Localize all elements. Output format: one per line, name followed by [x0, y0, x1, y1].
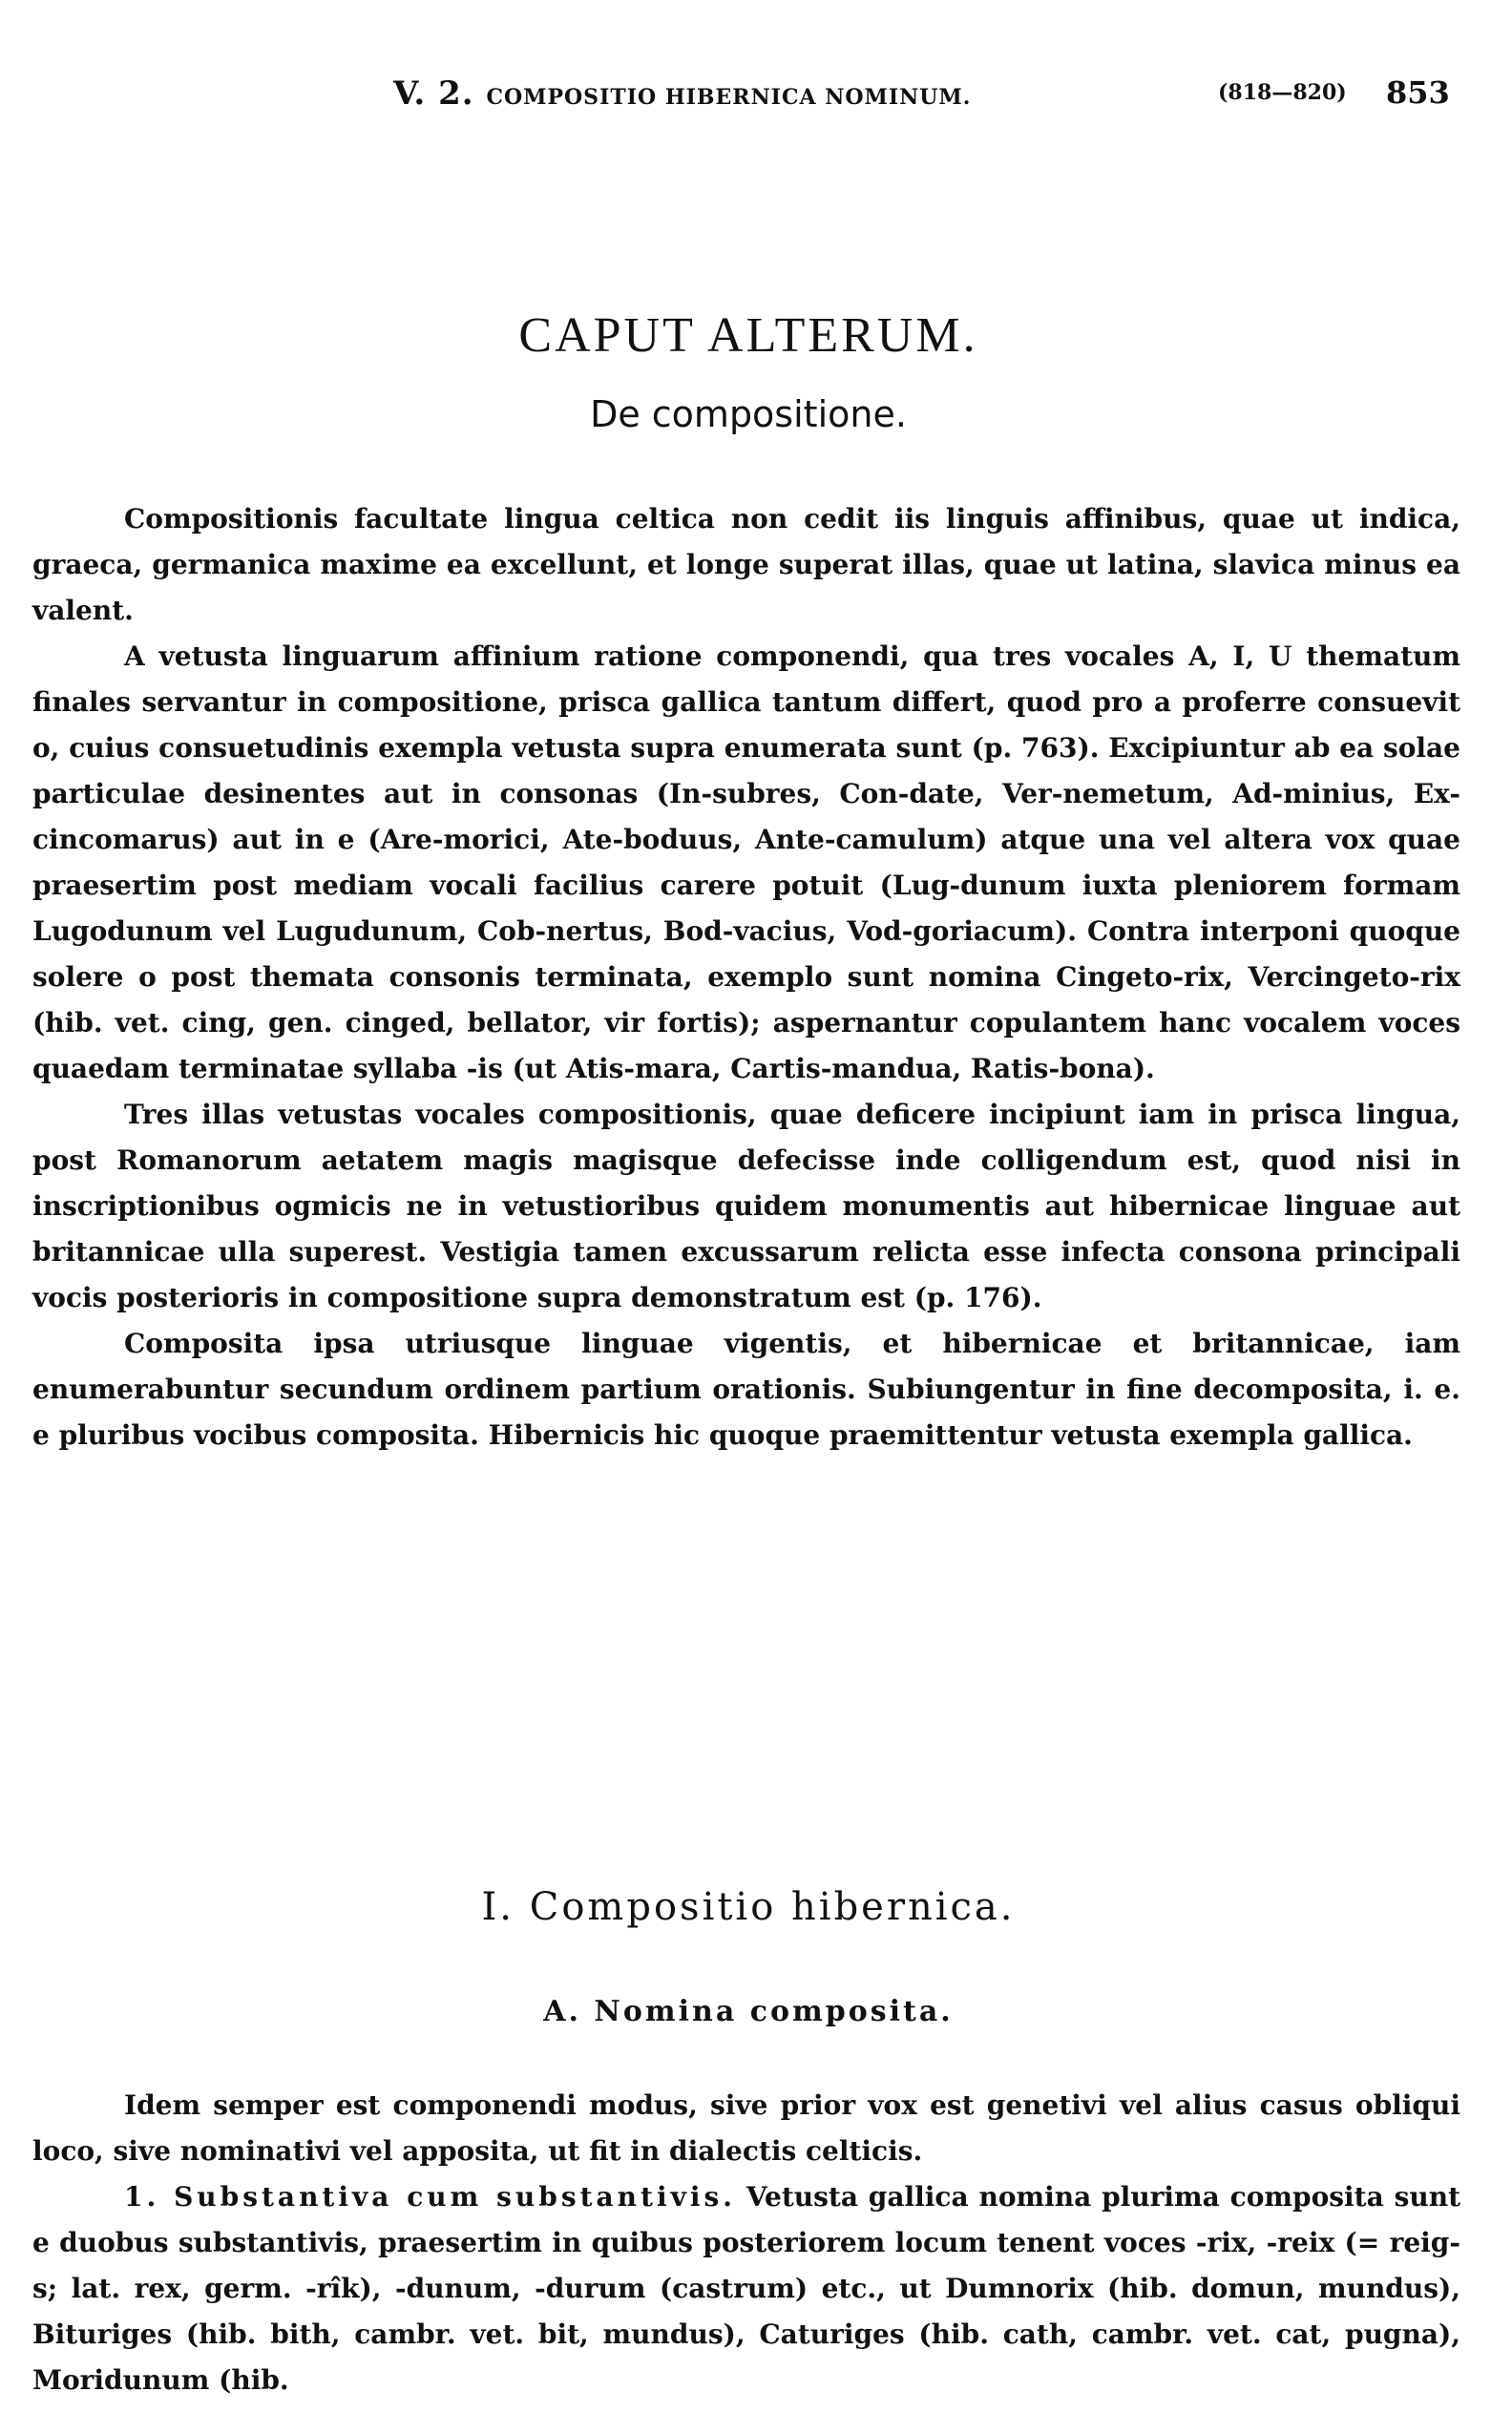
section-text: [32, 2083, 1460, 2403]
paragraph-1: Compositionis facultate lingua celtica non cedit iis linguis affinibus, quae ut indica, graeca, germanica maxime ea excellunt, et longe superat illas, quae ut latina, slavica minus ea valent.: [32, 503, 1460, 626]
paragraph-6-text: Vetusta gallica nomina plurima composita sunt e duobus substantivis, praesertim in quibus posteriorem locum tenent voces -rix, -reix (= reig-s; lat. rex, germ. -rîk), -dunum, -durum (castrum) etc., ut Dumnorix (hib. domun, mundus), Bituriges (hib. bith, cambr. vet. bit, mundus), Caturiges (hib. cath, cambr. vet. cat, pugna), Moridunum (hib.: [32, 2181, 1461, 2396]
running-head-text: COMPOSITIO HIBERNICA NOMINUM.: [486, 85, 972, 110]
running-head-range: (818—820): [1218, 80, 1347, 105]
paragraph-4: Composita ipsa utriusque linguae vigentis, et hibernicae et britannicae, iam enumerabuntur secundum ordinem partium orationis. Subiungentur in fine decomposita, i. e. e pluribus vocibus composita. Hibernicis hic quoque praemittentur vetusta exempla gallica.: [32, 1328, 1460, 1451]
paragraph-5: Idem semper est componendi modus, sive prior vox est genetivi vel alius casus obliqui loco, sive nominativi vel apposita, ut fit in dialectis celticis.: [32, 2089, 1460, 2167]
running-head-title: [393, 74, 971, 113]
running-head-section: V. 2.: [393, 74, 474, 113]
chapter-subtitle: De compositione.: [590, 393, 907, 435]
paragraph-6: [32, 2174, 1460, 2403]
paragraph-3: Tres illas vetustas vocales compositionis, quae deficere incipiunt iam in prisca lingua, post Romanorum aetatem magis magisque defecisse inde colligendum est, quod nisi in inscriptionibus ogmicis ne in vetustioribus quidem monumentis aut hibernicae linguae aut britannicae ulla superest. Vestigia tamen excussarum relicta esse infecta consona principali vocis posterioris in compositione supra demonstratum est (p. 176).: [32, 1099, 1460, 1313]
intro-text: [32, 496, 1460, 1458]
section-subtitle: A. Nomina composita.: [543, 1995, 954, 2028]
page: [32, 57, 1464, 2396]
subsection-label: 1. Substantiva cum substantivis.: [124, 2181, 737, 2213]
page-number: 853: [1386, 74, 1450, 111]
running-head: [32, 57, 1464, 115]
paragraph-2: A vetusta linguarum affinium ratione componendi, qua tres vocales A, I, U thematum finales servantur in compositione, prisca gallica tantum differt, quod pro a proferre consuevit o, cuius consuetudinis exempla vetusta supra enumerata sunt (p. 763). Excipiuntur ab ea solae particulae desinentes aut in consonas (In-subres, Con-date, Ver-nemetum, Ad-minius, Ex-cincomarus) aut in e (Are-morici, Ate-boduus, Ante-camulum) atque una vel altera vox quae praesertim post mediam vocali facilius carere potuit (Lug-dunum iuxta pleniorem formam Lugodunum vel Lugudunum, Cob-nertus, Bod-vacius, Vod-goriacum). Contra interponi quoque solere o post themata consonis terminata, exemplo sunt nomina Cingeto-rix, Vercingeto-rix (hib. vet. cing, gen. cinged, bellator, vir fortis); aspernantur copulantem hanc vocalem voces quaedam terminatae syllaba -is (ut Atis-mara, Cartis-mandua, Ratis-bona).: [32, 640, 1460, 1084]
section-title: I. Compositio hibernica.: [481, 1885, 1016, 1929]
chapter-title: CAPUT ALTERUM.: [518, 308, 978, 363]
